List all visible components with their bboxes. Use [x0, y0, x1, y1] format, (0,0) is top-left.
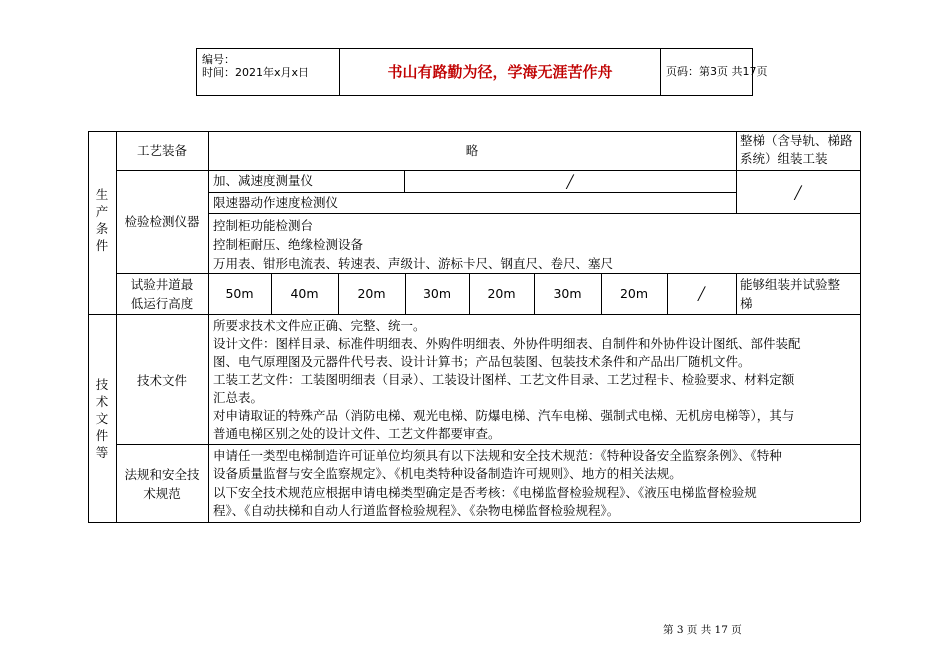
time-label: 时间：2021年x月x日: [202, 66, 310, 79]
inspection-item: 控制柜功能检测台: [213, 218, 314, 233]
document-header: [196, 48, 768, 96]
shaft-value: 40m: [290, 286, 319, 301]
regulations-line: 设备质量监督与安全监察规定》、《机电类特种设备制造许可规则》、地方的相关法规。: [213, 466, 682, 481]
shaft-value: 30m: [422, 286, 452, 301]
shaft-value: 30m: [553, 286, 582, 301]
shaft-value: 50m: [225, 286, 254, 301]
shaft-label-line1: 试验井道最: [130, 277, 194, 292]
shaft-label-line2: 低运行高度: [130, 296, 194, 311]
tech-docs-line: 设计文件：图样目录、标准件明细表、外购件明细表、外协件明细表、自制件和外协件设计图纸、部件装配: [213, 336, 801, 351]
tech-docs-line: 汇总表。: [213, 390, 264, 405]
shaft-value: 20m: [357, 286, 386, 301]
process-equipment-value: 略: [465, 143, 479, 158]
regulations-label-line1: 法规和安全技: [124, 467, 200, 482]
page-label: 页码：第3页 共17页: [666, 65, 768, 78]
section-label-tech: 技术文件等: [95, 377, 109, 460]
header-motto: 书山有路勤为径，学海无涯苦作舟: [340, 49, 661, 95]
tech-docs-line: 工装工艺文件：工装图明细表（目录）、工装设计图样、工艺文件目录、工艺过程卡、检验要求、材料定额: [213, 372, 795, 387]
slash-mark: ╱: [566, 174, 574, 189]
regulations-line: 以下安全技术规范应根据申请电梯类型确定是否考核：《电梯监督检验规程》、《液压电梯监督检验规: [213, 485, 757, 500]
number-label: 编号：: [202, 53, 235, 66]
page-footer: 第 3 页 共 17 页: [663, 624, 742, 636]
regulations-line: 程》、《自动扶梯和自动人行道监督检验规程》、《杂物电梯监督检验规程》。: [213, 503, 620, 518]
shaft-value: 20m: [619, 286, 649, 301]
section-label-production: 生产条件: [95, 187, 109, 253]
tech-docs-line: 普通电梯区别之处的设计文件、工艺文件都要审查。: [213, 426, 501, 441]
inspection-item: 限速器动作速度检测仪: [213, 195, 339, 210]
process-equipment-label: 工艺装备: [136, 143, 187, 158]
inspection-item: 万用表、钳形电流表、转速表、声级计、游标卡尺、钢直尺、卷尺、塞尺: [213, 256, 614, 271]
inspection-label: 检验检测仪器: [124, 214, 200, 229]
shaft-note-line2: 梯: [740, 296, 753, 311]
slash-mark: ╱: [697, 286, 706, 301]
shaft-value: 20m: [487, 286, 516, 301]
process-equipment-note: 整梯（含导轨、梯路系统）组装工装: [740, 133, 853, 166]
slash-mark: ╱: [794, 185, 802, 200]
inspection-item: 加、减速度测量仪: [213, 173, 314, 188]
header-meta: [197, 49, 340, 95]
inspection-item: 控制柜耐压、绝缘检测设备: [213, 237, 364, 252]
tech-docs-line: 所要求技术文件应正确、完整、统一。: [213, 318, 426, 333]
tech-docs-label: 技术文件: [136, 373, 187, 388]
regulations-line: 申请任一类型电梯制造许可证单位均须具有以下法规和安全技术规范：《特种设备安全监察条例》、《特种: [213, 448, 782, 463]
regulations-label-line2: 术规范: [143, 486, 181, 501]
shaft-note-line1: 能够组装并试验整: [740, 277, 841, 292]
tech-docs-line: 图、电气原理图及元器件代号表、设计计算书；产品包装图、包装技术条件和产品出厂随机文件。: [213, 354, 751, 369]
tech-docs-line: 对申请取证的特殊产品（消防电梯、观光电梯、防爆电梯、汽车电梯、强制式电梯、无机房电梯等），其与: [213, 408, 795, 423]
